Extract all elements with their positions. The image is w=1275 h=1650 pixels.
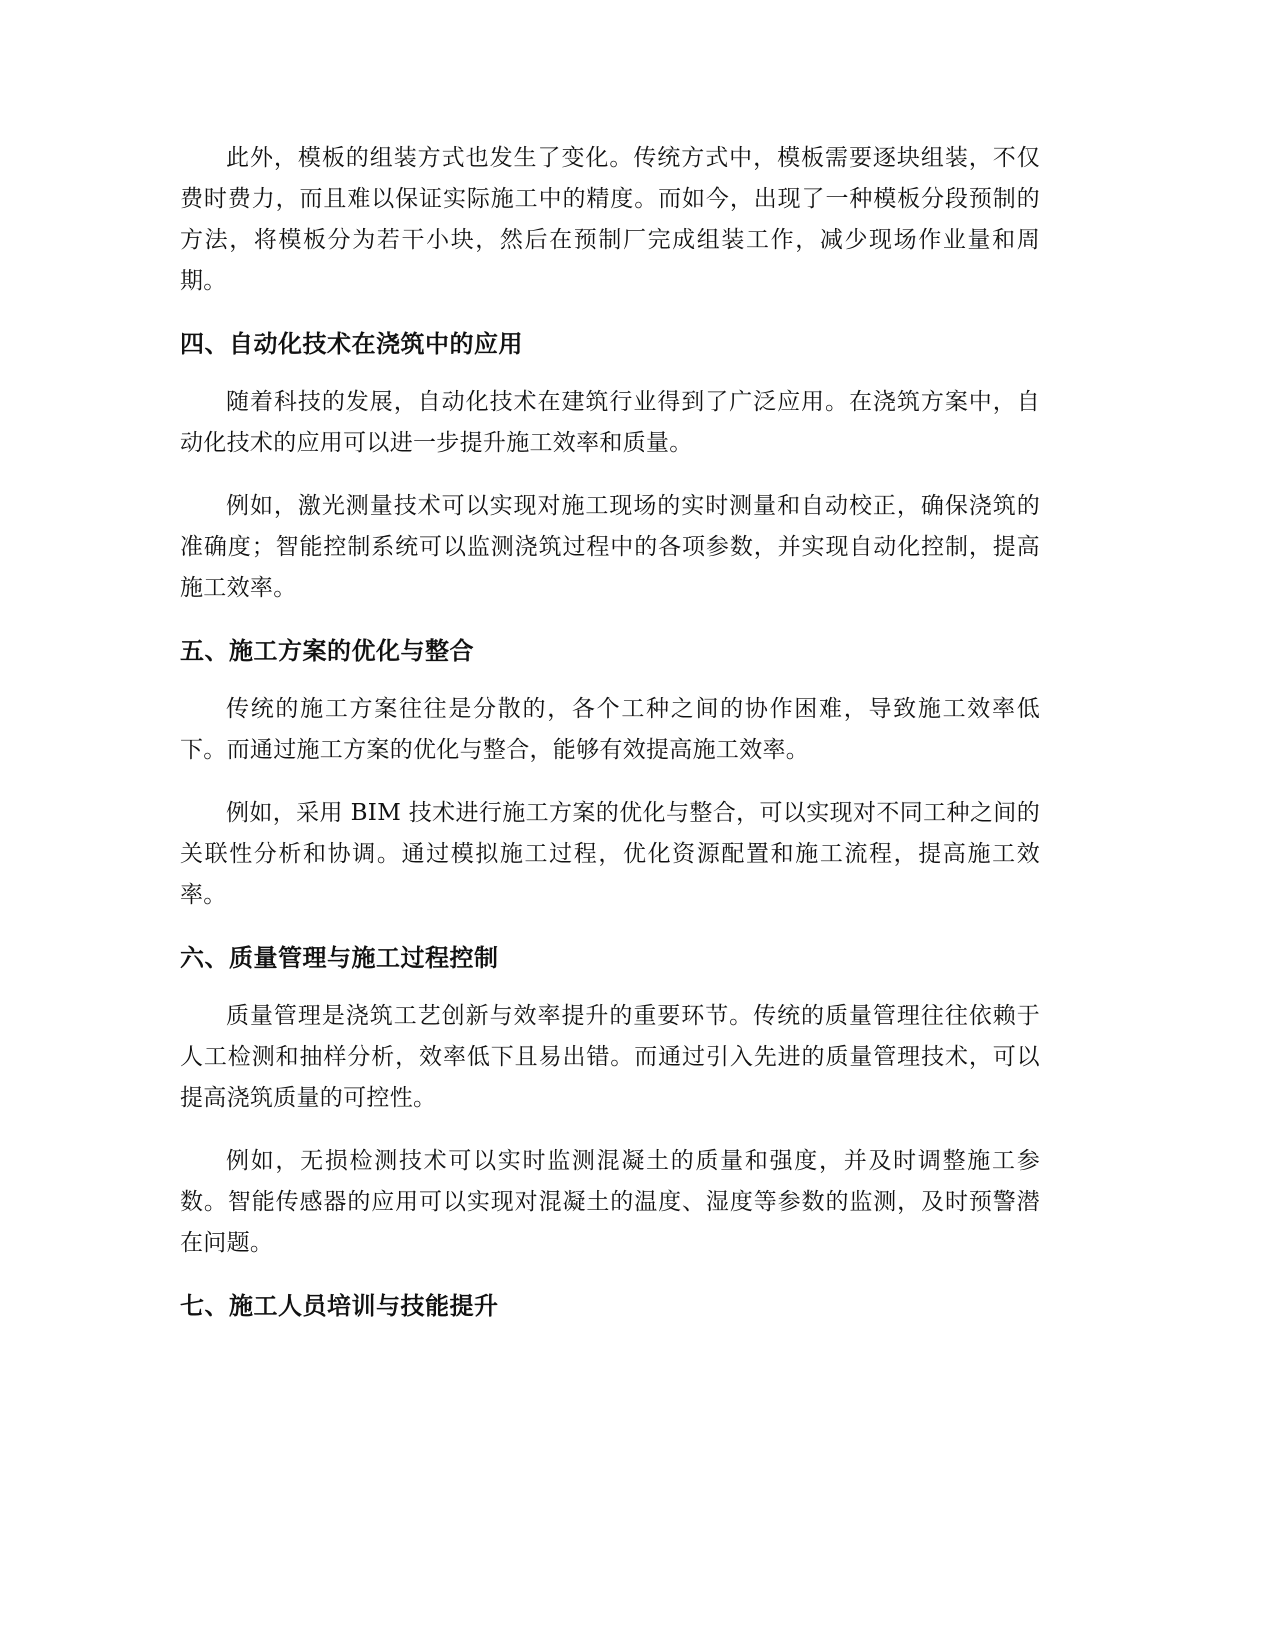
- paragraph-automation-example: 例如，激光测量技术可以实现对施工现场的实时测量和自动校正，确保浇筑的准确度；智能控制系统可以监测浇筑过程中的各项参数，并实现自动化控制，提高施工效率。: [180, 493, 1040, 601]
- document-page: [180, 138, 1040, 1344]
- paragraph-plan-example: 例如，采用 BIM 技术进行施工方案的优化与整合，可以实现对不同工种之间的关联性分析和协调。通过模拟施工过程，优化资源配置和施工流程，提高施工效率。: [180, 800, 1040, 908]
- paragraph-automation-intro: 随着科技的发展，自动化技术在建筑行业得到了广泛应用。在浇筑方案中，自动化技术的应用可以进一步提升施工效率和质量。: [180, 389, 1040, 456]
- section-heading-4: 四、自动化技术在浇筑中的应用: [180, 330, 523, 358]
- paragraph-quality-example: 例如，无损检测技术可以实时监测混凝土的质量和强度，并及时调整施工参数。智能传感器的应用可以实现对混凝土的温度、湿度等参数的监测，及时预警潜在问题。: [180, 1148, 1040, 1256]
- section-heading-7: 七、施工人员培训与技能提升: [180, 1292, 499, 1320]
- paragraph-formwork-assembly: 此外，模板的组装方式也发生了变化。传统方式中，模板需要逐块组装，不仅费时费力，而且难以保证实际施工中的精度。而如今，出现了一种模板分段预制的方法，将模板分为若干小块，然后在预制厂完成组装工作，减少现场作业量和周期。: [180, 145, 1040, 294]
- paragraph-plan-intro: 传统的施工方案往往是分散的，各个工种之间的协作困难，导致施工效率低下。而通过施工方案的优化与整合，能够有效提高施工效率。: [180, 696, 1040, 763]
- paragraph-quality-intro: 质量管理是浇筑工艺创新与效率提升的重要环节。传统的质量管理往往依赖于人工检测和抽样分析，效率低下且易出错。而通过引入先进的质量管理技术，可以提高浇筑质量的可控性。: [180, 1003, 1040, 1111]
- section-heading-5: 五、施工方案的优化与整合: [180, 637, 474, 665]
- section-heading-6: 六、质量管理与施工过程控制: [180, 944, 499, 972]
